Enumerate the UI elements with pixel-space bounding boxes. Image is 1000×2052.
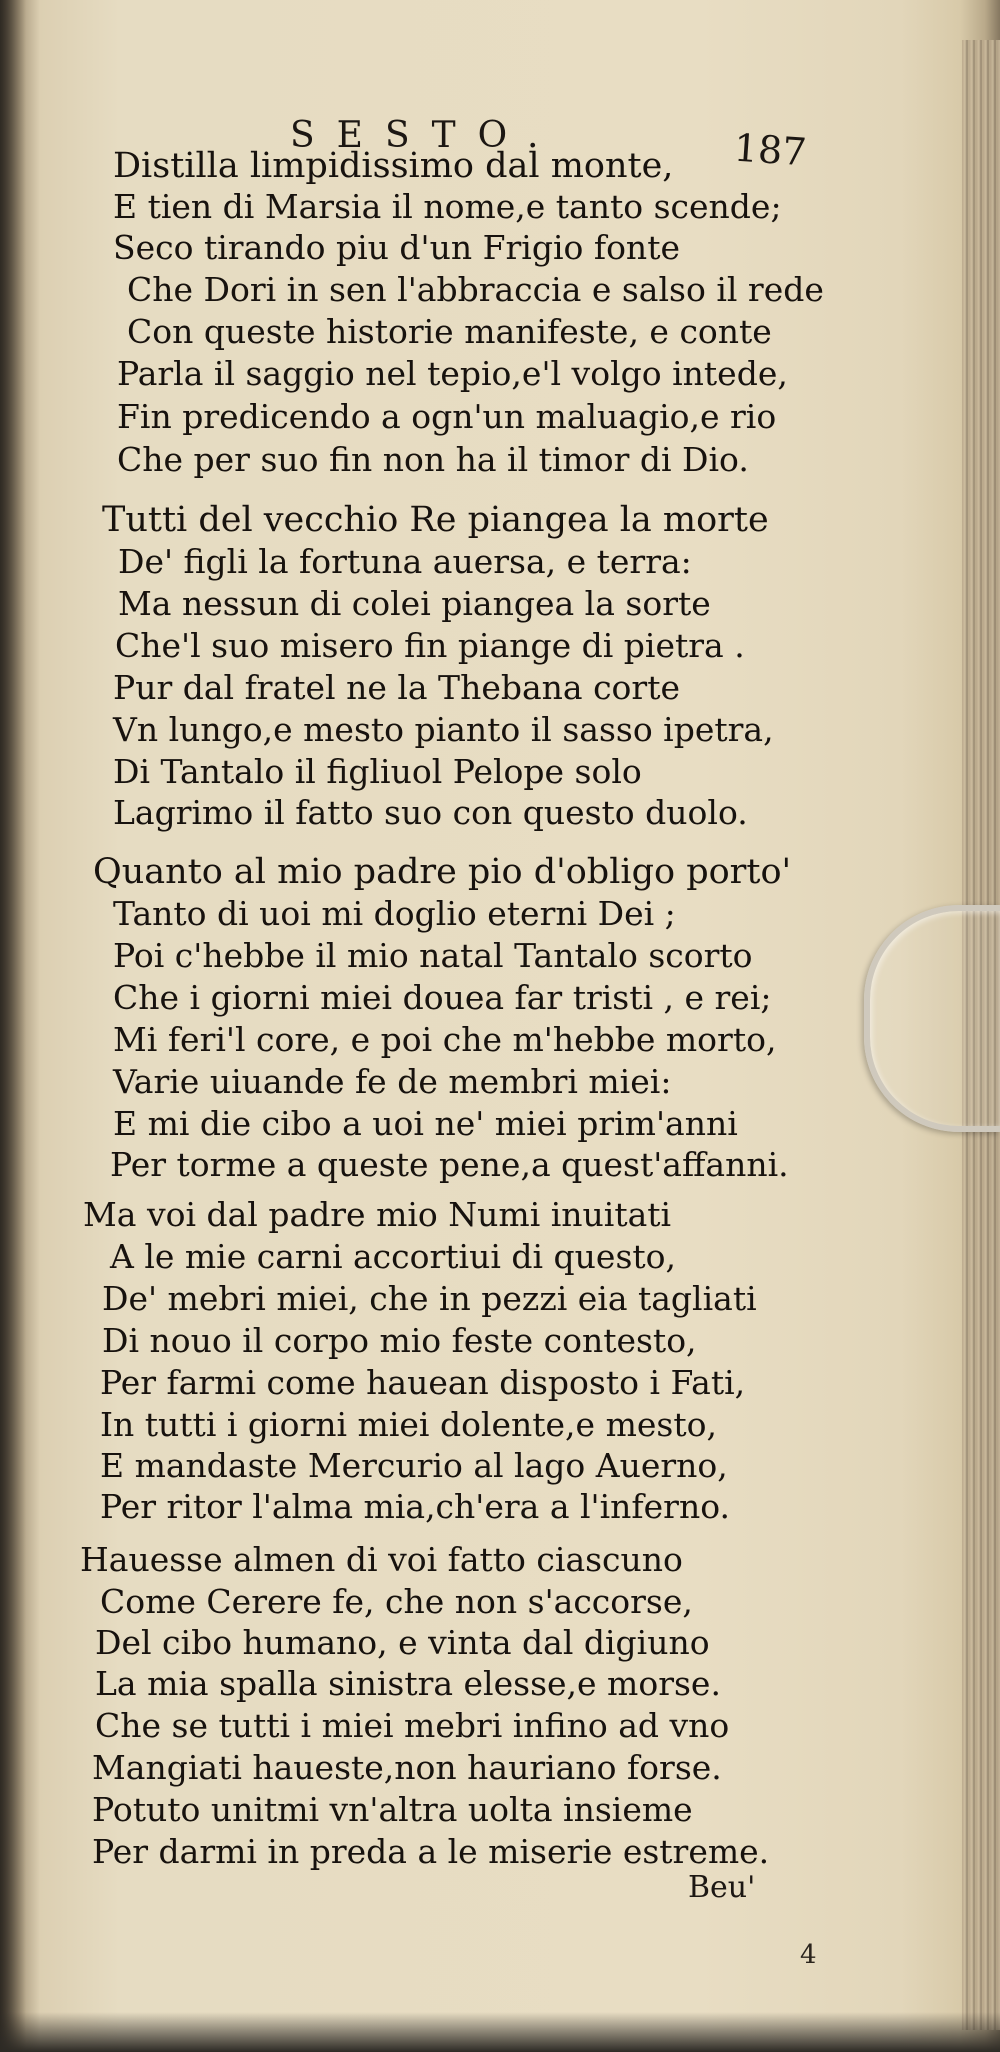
verse-line: Mi feri'l core, e poi che m'hebbe morto,	[113, 1020, 777, 1059]
verse-line: Pur dal fratel ne la Thebana corte	[113, 668, 680, 707]
verse-line: In tutti i giorni miei dolente,e mesto,	[100, 1405, 717, 1444]
verse-line: Seco tirando piu d'un Frigio fonte	[113, 228, 680, 267]
verse-line: Che i giorni miei douea far tristi , e rei;	[113, 978, 772, 1017]
verse-line: Varie uiuande fe de membri miei:	[113, 1062, 672, 1101]
verse-line: Come Cerere fe, che non s'accorse,	[100, 1582, 693, 1621]
verse-line: Mangiati haueste,non hauriano forse.	[92, 1748, 722, 1787]
signature-mark: 4	[800, 1940, 817, 1970]
verse-line: Ma voi dal padre mio Numi inuitati	[83, 1195, 672, 1234]
verse-line: Di nouo il corpo mio feste contesto,	[102, 1321, 697, 1360]
verse-line: Per darmi in preda a le miserie estreme.	[92, 1832, 770, 1871]
verse-line: Distilla limpidissimo dal monte,	[113, 146, 674, 186]
verse-line: Del cibo humano, e vinta dal digiuno	[95, 1623, 710, 1662]
verse-line: Per ritor l'alma mia,ch'era a l'inferno.	[100, 1487, 730, 1526]
catchword: Beu'	[688, 1870, 756, 1905]
verse-line: A le mie carni accortiui di questo,	[110, 1237, 677, 1276]
gutter-shadow	[0, 0, 26, 2052]
verse-line: E mandaste Mercurio al lago Auerno,	[100, 1446, 728, 1485]
verse-line: Che Dori in sen l'abbraccia e salso il rede	[127, 270, 824, 309]
verse-line: Poi c'hebbe il mio natal Tantalo scorto	[113, 936, 753, 975]
verse-line: Ma nessun di colei piangea la sorte	[118, 584, 711, 623]
verse-line: Fin predicendo a ogn'un maluagio,e rio	[117, 397, 777, 436]
verse-line: Vn lungo,e mesto pianto il sasso ipetra,	[113, 710, 774, 749]
page-number: 187	[732, 125, 808, 175]
verse-line: Hauesse almen di voi fatto ciascuno	[80, 1540, 683, 1579]
verse-line: Quanto al mio padre pio d'obligo porto'	[93, 852, 792, 892]
verse-line: Che'l suo misero fin piange di pietra .	[115, 626, 745, 665]
verse-line: De' figli la fortuna auersa, e terra:	[118, 542, 692, 581]
verse-line: Lagrimo il fatto suo con questo duolo.	[113, 793, 748, 832]
verse-line: Tutti del vecchio Re piangea la morte	[102, 500, 769, 540]
verse-line: Per farmi come hauean disposto i Fati,	[100, 1363, 746, 1402]
running-head: SESTO.	[290, 115, 561, 156]
verse-line: E mi die cibo a uoi ne' miei prim'anni	[113, 1104, 738, 1143]
verse-line: E tien di Marsia il nome,e tanto scende;	[113, 187, 782, 226]
bottom-shadow	[0, 2012, 1000, 2052]
verse-line: La mia spalla sinistra elesse,e morse.	[95, 1664, 721, 1703]
verse-line: Potuto unitmi vn'altra uolta insieme	[92, 1790, 693, 1829]
verse-line: Per torme a queste pene,a quest'affanni.	[110, 1145, 789, 1184]
verse-line: Che se tutti i miei mebri infino ad vno	[95, 1706, 730, 1745]
verse-line: Tanto di uoi mi doglio eterni Dei ;	[113, 894, 676, 933]
verse-line: Di Tantalo il figliuol Pelope solo	[113, 752, 642, 791]
verse-line: Parla il saggio nel tepio,e'l volgo intede,	[117, 354, 788, 393]
verse-line: De' mebri miei, che in pezzi eia tagliati	[102, 1279, 757, 1318]
verse-line: Con queste historie manifeste, e conte	[127, 312, 772, 351]
verse-line: Che per suo fin non ha il timor di Dio.	[117, 440, 749, 479]
